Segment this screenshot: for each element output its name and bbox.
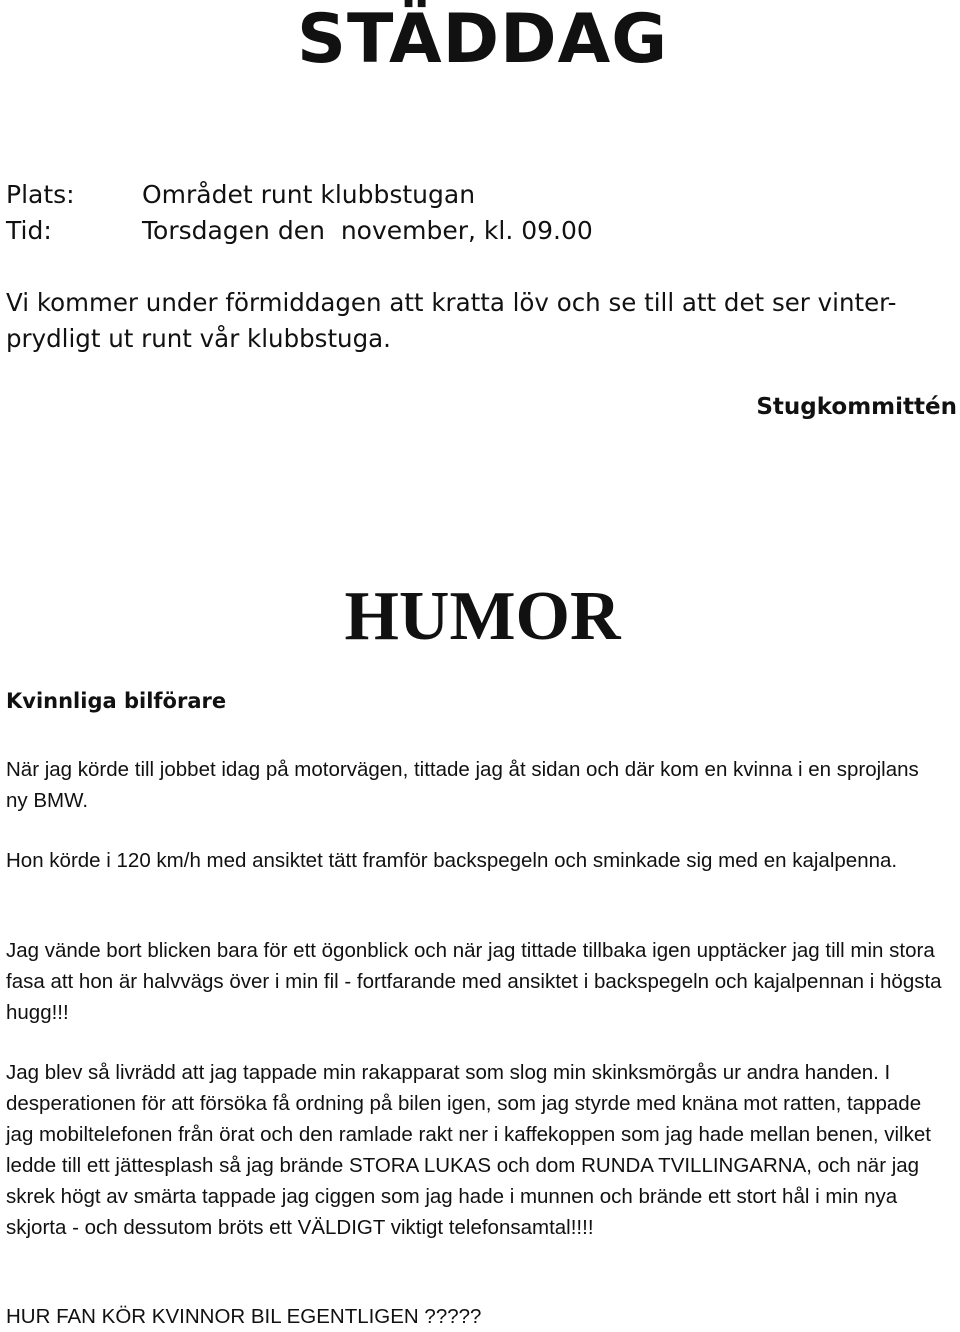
place-value: Området runt klubbstugan (142, 180, 476, 209)
story-paragraph: När jag körde till jobbet idag på motorvägen, tittade jag åt sidan och där kom en kvinna i en sprojlans ny BMW. (6, 758, 919, 812)
time-label: Tid: (6, 216, 52, 245)
intro-text (6, 285, 906, 357)
story-paragraph: Jag blev så livrädd att jag tappade min rakapparat som slog min skinksmörgås ur andra handen. I desperationen för att försöka få ordning på bilen igen, som jag styrde med knäna mot ratten, tappade jag mobiltelefonen från örat och den ramlade rakt ner i kaffekoppen som jag hade mellan benen, vilket ledde till ett jättesplash så jag brände STORA LUKAS och dom RUNDA TVILLINGARNA, och när jag skrek högt av smärta tappade jag ciggen som jag hade i munnen och brände ett stort hål i min nya skjorta - och dessutom bröts ett VÄLDIGT viktigt telefonsamtal!!!! (6, 1061, 931, 1239)
intro-line-1: Vi kommer under förmiddagen att kratta löv och se till att det ser vinter- (6, 288, 897, 317)
intro-line-2: prydligt ut runt vår klubbstuga. (6, 324, 391, 353)
section-subheading: Kvinnliga bilförare (6, 689, 227, 713)
story-paragraph: Hon körde i 120 km/h med ansiktet tätt framför backspegeln och sminkade sig med en kajalpenna. (6, 849, 898, 872)
place-row (6, 178, 475, 212)
closing-line: HUR FAN KÖR KVINNOR BIL EGENTLIGEN ????? (6, 1305, 482, 1328)
time-value: Torsdagen den november, kl. 09.00 (142, 216, 593, 245)
signature: Stugkommittén (756, 394, 957, 420)
place-label: Plats: (6, 180, 75, 209)
page-title: STÄDDAG (296, 0, 669, 79)
story-paragraph: Jag vände bort blicken bara för ett ögonblick och när jag tittade tillbaka igen upptäcker jag till min stora fasa att hon är halvvägs över i min fil - fortfarande med ansiktet i backspegeln och kajalpennan i högsta hugg!!! (6, 939, 942, 1024)
humor-heading: HUMOR (344, 578, 621, 655)
time-row (6, 214, 593, 248)
